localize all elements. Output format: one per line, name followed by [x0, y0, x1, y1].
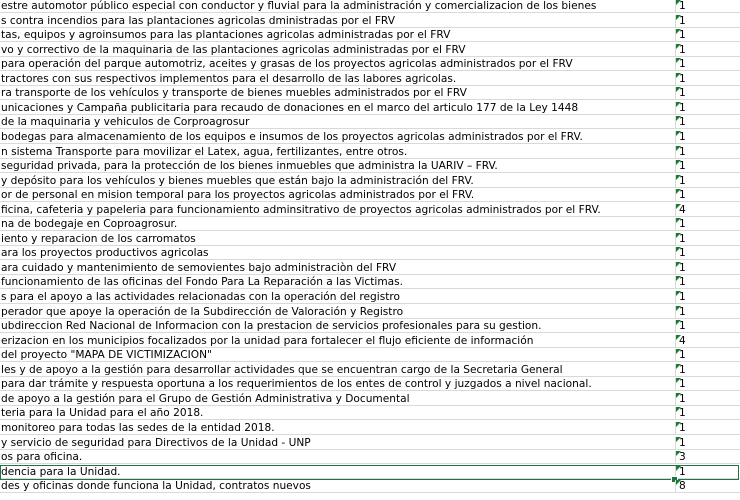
quantity-cell[interactable] — [676, 335, 740, 347]
table-row[interactable] — [0, 378, 740, 391]
quantity-value: 1 — [679, 175, 686, 187]
quantity-value: 4 — [679, 204, 686, 216]
table-row[interactable] — [0, 407, 740, 420]
quantity-cell[interactable] — [676, 73, 740, 85]
table-row[interactable] — [0, 29, 740, 42]
description-cell[interactable]: iento y reparacion de los carromatos — [0, 233, 676, 245]
description-cell[interactable]: les y de apoyo a la gestión para desarrollar actividades que se encuentran cargo de la Secretaria General — [0, 364, 676, 376]
table-row[interactable] — [0, 233, 740, 246]
table-row[interactable] — [0, 306, 740, 319]
quantity-cell[interactable] — [676, 218, 740, 230]
quantity-value: 1 — [679, 378, 686, 390]
table-row[interactable] — [0, 204, 740, 217]
quantity-cell[interactable] — [676, 58, 740, 70]
quantity-cell[interactable] — [676, 480, 740, 492]
description-cell[interactable]: para dar trámite y respuesta oportuna a los requerimientos de los entes de control y juzgados a nivel nacional. — [0, 378, 676, 390]
quantity-cell[interactable] — [676, 160, 740, 172]
table-row[interactable] — [0, 451, 740, 464]
quantity-cell[interactable] — [676, 320, 740, 332]
description-cell[interactable]: estre automotor público especial con conductor y fluvial para la administración y comercializacion de los bienes — [0, 0, 676, 12]
quantity-cell[interactable] — [676, 407, 740, 419]
table-row[interactable] — [0, 276, 740, 289]
table-row[interactable] — [0, 175, 740, 188]
quantity-cell[interactable] — [676, 233, 740, 245]
quantity-cell[interactable] — [676, 146, 740, 158]
quantity-value: 1 — [679, 0, 686, 12]
quantity-cell[interactable] — [676, 102, 740, 114]
description-cell[interactable]: erizacion en los municipios focalizados por la unidad para fortalecer el flujo eficiente de información — [0, 335, 676, 347]
quantity-cell[interactable] — [676, 131, 740, 143]
quantity-value: 1 — [679, 276, 686, 288]
description-cell[interactable]: or de personal en mision temporal para los proyectos agricolas administrados por el FRV. — [0, 189, 676, 201]
quantity-cell[interactable] — [676, 364, 740, 376]
quantity-cell[interactable] — [676, 15, 740, 27]
description-cell[interactable]: des y oficinas donde funciona la Unidad, contratos nuevos — [0, 480, 676, 492]
quantity-value: 3 — [679, 451, 686, 463]
quantity-value: 1 — [679, 247, 686, 259]
quantity-value: 1 — [679, 189, 686, 201]
quantity-value: 1 — [679, 291, 686, 303]
table-row[interactable] — [0, 480, 740, 493]
table-row[interactable] — [0, 73, 740, 86]
description-cell[interactable]: unicaciones y Campaña publicitaria para recaudo de donaciones en el marco del articulo 177 de la Ley 1448 — [0, 102, 676, 114]
quantity-cell[interactable] — [676, 175, 740, 187]
table-row[interactable] — [0, 44, 740, 57]
description-cell[interactable]: monitoreo para todas las sedes de la entidad 2018. — [0, 422, 676, 434]
quantity-cell[interactable] — [676, 437, 740, 449]
quantity-cell[interactable] — [676, 262, 740, 274]
description-cell[interactable]: tas, equipos y agroinsumos para las plantaciones agricolas administradas por el FRV — [0, 29, 676, 41]
quantity-cell[interactable] — [676, 393, 740, 405]
description-cell[interactable]: ra transporte de los vehículos y transporte de bienes muebles administrados por el FRV — [0, 87, 676, 99]
quantity-value: 1 — [679, 349, 686, 361]
description-cell[interactable]: tractores con sus respectivos implementos para el desarrollo de las labores agricolas. — [0, 73, 676, 85]
quantity-value: 1 — [679, 102, 686, 114]
table-row[interactable] — [0, 160, 740, 173]
quantity-value: 1 — [679, 466, 686, 478]
quantity-value: 1 — [679, 58, 686, 70]
quantity-value: 1 — [679, 131, 686, 143]
quantity-cell[interactable] — [676, 116, 740, 128]
quantity-cell[interactable] — [676, 247, 740, 259]
description-cell[interactable]: ubdireccion Red Nacional de Informacion con la prestacion de servicios profesionales para su gestion. — [0, 320, 676, 332]
quantity-value: 1 — [679, 437, 686, 449]
quantity-cell[interactable] — [676, 349, 740, 361]
table-row[interactable] — [0, 291, 740, 304]
table-row[interactable] — [0, 58, 740, 71]
description-cell[interactable]: os para oficina. — [0, 451, 676, 463]
quantity-value: 1 — [679, 73, 686, 85]
description-cell[interactable]: bodegas para almacenamiento de los equipos e insumos de los proyectos agricolas administrados por el FRV. — [0, 131, 676, 143]
table-row[interactable] — [0, 349, 740, 362]
description-cell[interactable]: s para el apoyo a las actividades relacionadas con la operación del registro — [0, 291, 676, 303]
table-row[interactable] — [0, 131, 740, 144]
quantity-cell[interactable] — [676, 0, 740, 12]
table-row[interactable] — [0, 15, 740, 28]
description-cell[interactable]: y depósito para los vehículos y bienes muebles que están bajo la administración del FRV. — [0, 175, 676, 187]
description-cell[interactable]: ficina, cafeteria y papeleria para funcionamiento adminsitrativo de proyectos agricolas administrados por el FRV. — [0, 204, 676, 216]
quantity-value: 8 — [679, 480, 686, 492]
table-row[interactable] — [0, 437, 740, 450]
quantity-cell[interactable] — [676, 306, 740, 318]
description-cell[interactable]: seguridad privada, para la protección de los bienes inmuebles que administra la UARIV – FRV. — [0, 160, 676, 172]
table-row[interactable] — [0, 189, 740, 202]
quantity-value: 1 — [679, 160, 686, 172]
quantity-value: 1 — [679, 422, 686, 434]
description-cell[interactable]: dencia para la Unidad. — [0, 466, 676, 478]
table-row[interactable] — [0, 320, 740, 333]
description-cell[interactable]: na de bodegaje en Coproagrosur. — [0, 218, 676, 230]
quantity-value: 1 — [679, 44, 686, 56]
table-row[interactable] — [0, 364, 740, 377]
description-cell[interactable]: de apoyo a la gestión para el Grupo de Gestión Administrativa y Documental — [0, 393, 676, 405]
quantity-value: 1 — [679, 306, 686, 318]
table-row[interactable] — [0, 87, 740, 100]
quantity-value: 1 — [679, 407, 686, 419]
table-row[interactable] — [0, 116, 740, 129]
description-cell[interactable]: perador que apoye la operación de la Subdirección de Valoración y Registro — [0, 306, 676, 318]
quantity-value: 1 — [679, 262, 686, 274]
quantity-cell[interactable] — [676, 276, 740, 288]
quantity-value: 1 — [679, 116, 686, 128]
quantity-value: 1 — [679, 15, 686, 27]
quantity-value: 1 — [679, 87, 686, 99]
quantity-cell[interactable] — [676, 204, 740, 216]
description-cell[interactable]: para operación del parque automotriz, aceites y grasas de los proyectos agricolas administrados por el FRV — [0, 58, 676, 70]
table-row[interactable] — [0, 218, 740, 231]
quantity-cell[interactable] — [676, 87, 740, 99]
description-cell[interactable]: teria para la Unidad para el año 2018. — [0, 407, 676, 419]
quantity-cell[interactable] — [676, 189, 740, 201]
description-cell[interactable]: ara los proyectos productivos agricolas — [0, 247, 676, 259]
table-row[interactable] — [0, 0, 740, 13]
description-cell[interactable]: y servicio de seguridad para Directivos de la Unidad - UNP — [0, 437, 676, 449]
table-row[interactable] — [0, 262, 740, 275]
table-row[interactable] — [0, 393, 740, 406]
quantity-value: 1 — [679, 233, 686, 245]
table-row[interactable] — [0, 102, 740, 115]
quantity-cell[interactable] — [676, 466, 740, 478]
quantity-value: 1 — [679, 393, 686, 405]
quantity-value: 4 — [679, 335, 686, 347]
quantity-cell[interactable] — [676, 451, 740, 463]
description-cell[interactable]: ara cuidado y mantenimiento de semovientes bajo administraciòn del FRV — [0, 262, 676, 274]
quantity-cell[interactable] — [676, 291, 740, 303]
table-row[interactable] — [0, 247, 740, 260]
description-cell[interactable]: vo y correctivo de la maquinaria de las plantaciones agricolas administradas por el FRV — [0, 44, 676, 56]
table-row[interactable] — [0, 146, 740, 159]
quantity-cell[interactable] — [676, 29, 740, 41]
table-row[interactable] — [0, 422, 740, 435]
quantity-value: 1 — [679, 364, 686, 376]
quantity-cell[interactable] — [676, 422, 740, 434]
quantity-value: 1 — [679, 320, 686, 332]
quantity-value: 1 — [679, 146, 686, 158]
table-row[interactable] — [0, 466, 740, 479]
quantity-value: 1 — [679, 29, 686, 41]
description-cell[interactable]: de la maquinaria y vehiculos de Corproagrosur — [0, 116, 676, 128]
quantity-value: 1 — [679, 218, 686, 230]
description-cell[interactable]: del proyecto "MAPA DE VICTIMIZACIÓN" — [0, 349, 676, 361]
description-cell[interactable]: s contra incendios para las plantaciones agricolas dministradas por el FRV — [0, 15, 676, 27]
description-cell[interactable]: funcionamiento de las oficinas del Fondo Para La Reparación a las Victimas. — [0, 276, 676, 288]
description-cell[interactable]: n sistema Transporte para movilizar el Latex, agua, fertilizantes, entre otros. — [0, 146, 676, 158]
quantity-cell[interactable] — [676, 378, 740, 390]
table-row[interactable] — [0, 335, 740, 348]
quantity-cell[interactable] — [676, 44, 740, 56]
